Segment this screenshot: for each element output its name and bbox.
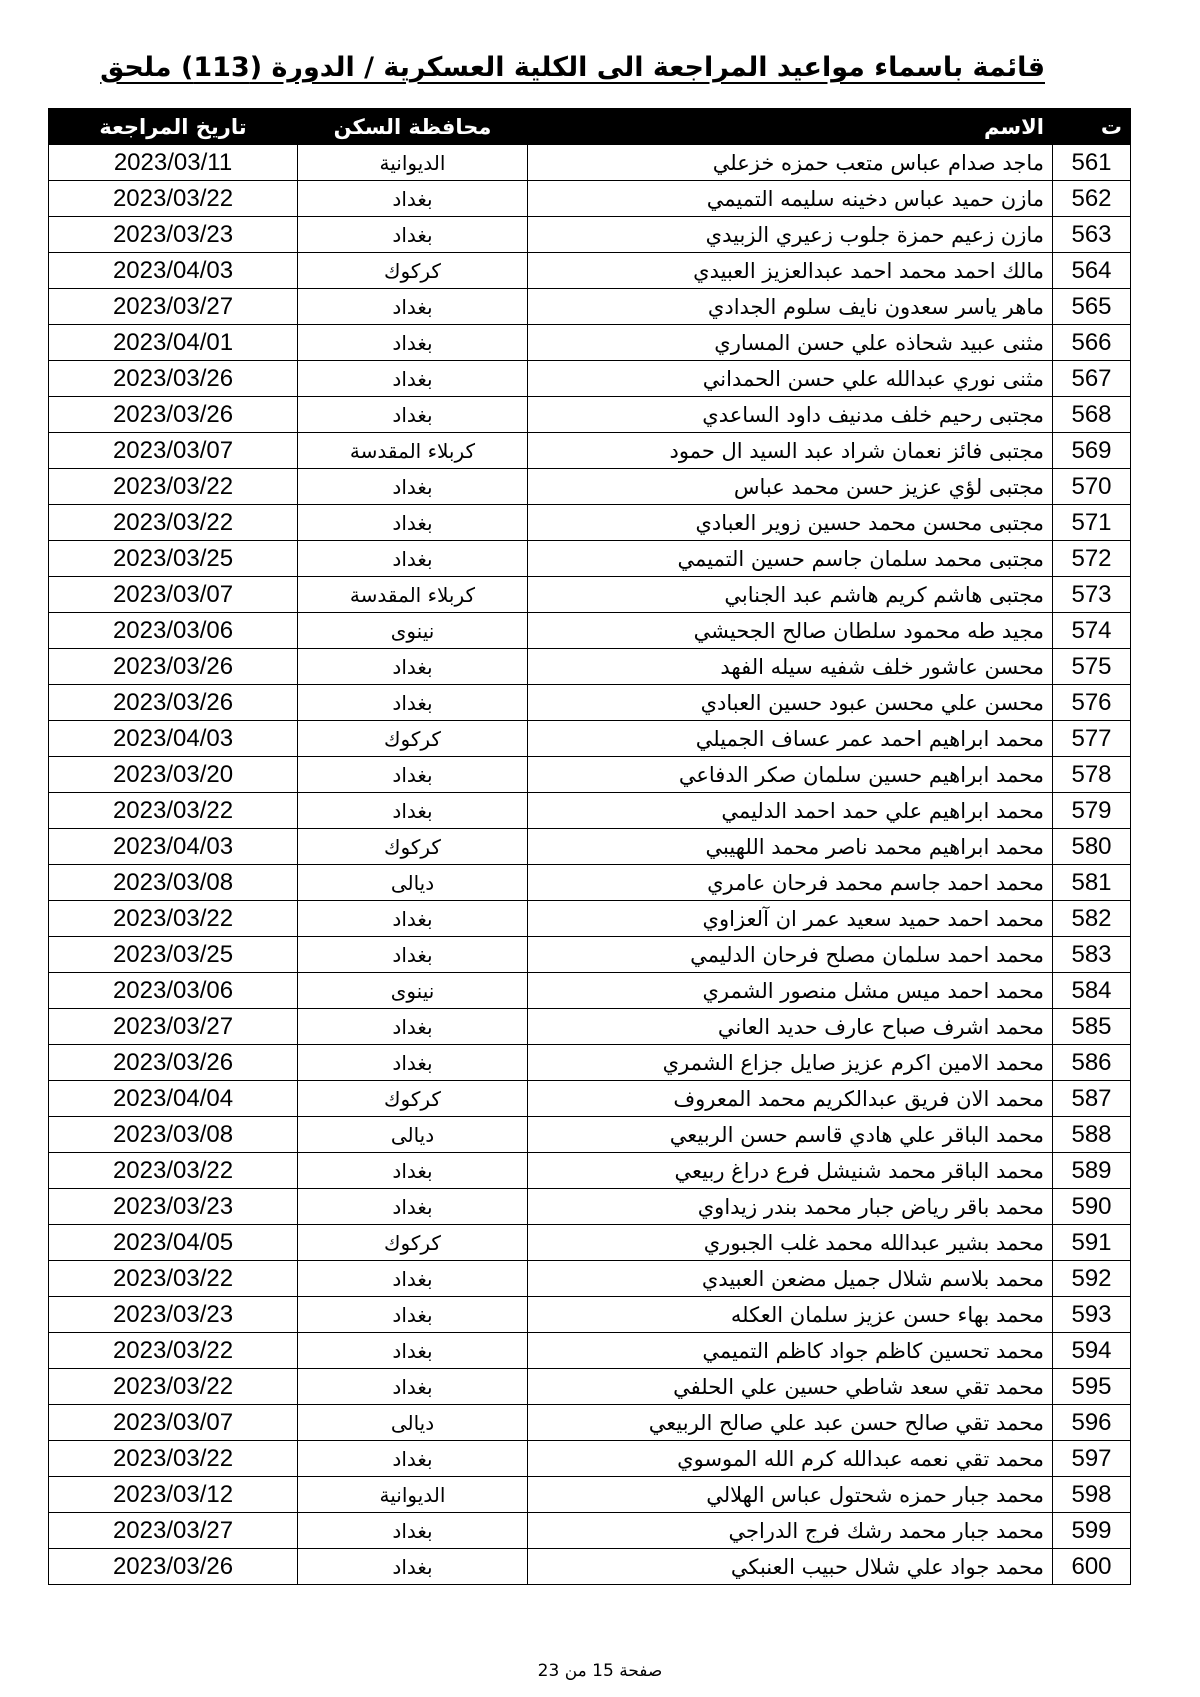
table-row bbox=[49, 361, 1131, 397]
table-row bbox=[49, 433, 1131, 469]
row-date: 2023/03/22 bbox=[49, 1153, 298, 1189]
table-row bbox=[49, 973, 1131, 1009]
row-governorate: كربلاء المقدسة bbox=[298, 433, 528, 469]
row-number: 582 bbox=[1053, 901, 1131, 937]
row-date: 2023/03/22 bbox=[49, 1441, 298, 1477]
row-date: 2023/03/26 bbox=[49, 649, 298, 685]
row-number: 581 bbox=[1053, 865, 1131, 901]
row-number: 599 bbox=[1053, 1513, 1131, 1549]
table-row bbox=[49, 613, 1131, 649]
row-number: 586 bbox=[1053, 1045, 1131, 1081]
row-governorate: بغداد bbox=[298, 397, 528, 433]
row-date: 2023/03/11 bbox=[49, 145, 298, 181]
row-name: مجتبى محمد سلمان جاسم حسين التميمي bbox=[528, 541, 1053, 577]
row-name: محمد بهاء حسن عزيز سلمان العكله bbox=[528, 1297, 1053, 1333]
row-name: مازن زعيم حمزة جلوب زعيري الزبيدي bbox=[528, 217, 1053, 253]
row-number: 584 bbox=[1053, 973, 1131, 1009]
row-date: 2023/03/26 bbox=[49, 685, 298, 721]
row-date: 2023/03/07 bbox=[49, 433, 298, 469]
row-number: 565 bbox=[1053, 289, 1131, 325]
row-date: 2023/03/26 bbox=[49, 1045, 298, 1081]
row-number: 577 bbox=[1053, 721, 1131, 757]
row-name: محمد بشير عبدالله محمد غلب الجبوري bbox=[528, 1225, 1053, 1261]
row-number: 579 bbox=[1053, 793, 1131, 829]
row-date: 2023/03/12 bbox=[49, 1477, 298, 1513]
row-date: 2023/03/23 bbox=[49, 1297, 298, 1333]
row-number: 580 bbox=[1053, 829, 1131, 865]
table-row bbox=[49, 1117, 1131, 1153]
row-governorate: كركوك bbox=[298, 1081, 528, 1117]
row-governorate: بغداد bbox=[298, 793, 528, 829]
row-name: مجيد طه محمود سلطان صالح الجحيشي bbox=[528, 613, 1053, 649]
row-governorate: بغداد bbox=[298, 1261, 528, 1297]
table-row bbox=[49, 1513, 1131, 1549]
row-governorate: بغداد bbox=[298, 1513, 528, 1549]
table-row bbox=[49, 289, 1131, 325]
row-date: 2023/03/08 bbox=[49, 1117, 298, 1153]
row-governorate: بغداد bbox=[298, 1297, 528, 1333]
table-row bbox=[49, 1261, 1131, 1297]
row-number: 594 bbox=[1053, 1333, 1131, 1369]
row-number: 578 bbox=[1053, 757, 1131, 793]
table-row bbox=[49, 829, 1131, 865]
row-number: 568 bbox=[1053, 397, 1131, 433]
row-governorate: كركوك bbox=[298, 721, 528, 757]
row-name: محسن علي محسن عبود حسين العبادي bbox=[528, 685, 1053, 721]
row-name: محمد الامين اكرم عزيز صايل جزاع الشمري bbox=[528, 1045, 1053, 1081]
row-name: محمد جبار محمد رشك فرج الدراجي bbox=[528, 1513, 1053, 1549]
table-row bbox=[49, 325, 1131, 361]
row-number: 587 bbox=[1053, 1081, 1131, 1117]
row-date: 2023/03/22 bbox=[49, 505, 298, 541]
row-name: محمد تقي سعد شاطي حسين علي الحلفي bbox=[528, 1369, 1053, 1405]
row-date: 2023/03/22 bbox=[49, 469, 298, 505]
table-row bbox=[49, 1045, 1131, 1081]
row-number: 595 bbox=[1053, 1369, 1131, 1405]
row-number: 563 bbox=[1053, 217, 1131, 253]
page-number: صفحة 15 من 23 bbox=[537, 1661, 663, 1681]
row-number: 597 bbox=[1053, 1441, 1131, 1477]
row-name: محمد بلاسم شلال جميل مضعن العبيدي bbox=[528, 1261, 1053, 1297]
row-number: 575 bbox=[1053, 649, 1131, 685]
row-governorate: بغداد bbox=[298, 937, 528, 973]
row-number: 593 bbox=[1053, 1297, 1131, 1333]
row-governorate: بغداد bbox=[298, 1369, 528, 1405]
row-governorate: بغداد bbox=[298, 325, 528, 361]
row-name: مثنى نوري عبدالله علي حسن الحمداني bbox=[528, 361, 1053, 397]
row-governorate: بغداد bbox=[298, 685, 528, 721]
row-name: محمد احمد جاسم محمد فرحان عامري bbox=[528, 865, 1053, 901]
row-governorate: كركوك bbox=[298, 1225, 528, 1261]
table-row bbox=[49, 901, 1131, 937]
row-name: محمد تقي صالح حسن عبد علي صالح الربيعي bbox=[528, 1405, 1053, 1441]
row-number: 598 bbox=[1053, 1477, 1131, 1513]
row-number: 600 bbox=[1053, 1549, 1131, 1585]
row-name: محمد الباقر علي هادي قاسم حسن الربيعي bbox=[528, 1117, 1053, 1153]
row-number: 573 bbox=[1053, 577, 1131, 613]
row-governorate: الديوانية bbox=[298, 1477, 528, 1513]
row-number: 562 bbox=[1053, 181, 1131, 217]
row-governorate: نينوى bbox=[298, 973, 528, 1009]
row-name: مازن حميد عباس دخينه سليمه التميمي bbox=[528, 181, 1053, 217]
row-date: 2023/03/25 bbox=[49, 541, 298, 577]
row-name: مالك احمد محمد احمد عبدالعزيز العبيدي bbox=[528, 253, 1053, 289]
row-name: محمد ابراهيم احمد عمر عساف الجميلي bbox=[528, 721, 1053, 757]
header-name: الاسم bbox=[528, 109, 1053, 145]
row-name: مجتبى هاشم كريم هاشم عبد الجنابي bbox=[528, 577, 1053, 613]
table-row bbox=[49, 1297, 1131, 1333]
table-row bbox=[49, 1225, 1131, 1261]
row-date: 2023/03/26 bbox=[49, 361, 298, 397]
row-number: 566 bbox=[1053, 325, 1131, 361]
row-governorate: بغداد bbox=[298, 1549, 528, 1585]
row-number: 569 bbox=[1053, 433, 1131, 469]
table-row bbox=[49, 253, 1131, 289]
row-governorate: الديوانية bbox=[298, 145, 528, 181]
row-name: محمد باقر رياض جبار محمد بندر زيداوي bbox=[528, 1189, 1053, 1225]
row-number: 576 bbox=[1053, 685, 1131, 721]
table-row bbox=[49, 1549, 1131, 1585]
row-date: 2023/04/01 bbox=[49, 325, 298, 361]
row-name: محمد جبار حمزه شحتول عباس الهلالي bbox=[528, 1477, 1053, 1513]
table-row bbox=[49, 541, 1131, 577]
table-row bbox=[49, 469, 1131, 505]
names-table bbox=[48, 108, 1131, 1585]
table-row bbox=[49, 649, 1131, 685]
row-number: 591 bbox=[1053, 1225, 1131, 1261]
header-date: تاريخ المراجعة bbox=[49, 109, 298, 145]
row-governorate: بغداد bbox=[298, 1333, 528, 1369]
row-governorate: بغداد bbox=[298, 649, 528, 685]
row-number: 572 bbox=[1053, 541, 1131, 577]
row-date: 2023/03/22 bbox=[49, 1369, 298, 1405]
row-date: 2023/03/08 bbox=[49, 865, 298, 901]
row-governorate: بغداد bbox=[298, 469, 528, 505]
row-date: 2023/03/07 bbox=[49, 577, 298, 613]
row-number: 590 bbox=[1053, 1189, 1131, 1225]
row-date: 2023/03/22 bbox=[49, 793, 298, 829]
row-governorate: بغداد bbox=[298, 901, 528, 937]
header-governorate: محافظة السكن bbox=[298, 109, 528, 145]
table-row bbox=[49, 1369, 1131, 1405]
row-number: 567 bbox=[1053, 361, 1131, 397]
row-number: 574 bbox=[1053, 613, 1131, 649]
row-number: 596 bbox=[1053, 1405, 1131, 1441]
row-date: 2023/03/25 bbox=[49, 937, 298, 973]
row-name: محمد الان فريق عبدالكريم محمد المعروف bbox=[528, 1081, 1053, 1117]
row-date: 2023/03/23 bbox=[49, 217, 298, 253]
table-row bbox=[49, 793, 1131, 829]
table-row bbox=[49, 721, 1131, 757]
row-date: 2023/03/22 bbox=[49, 1261, 298, 1297]
table-row bbox=[49, 1477, 1131, 1513]
row-name: ماهر ياسر سعدون نايف سلوم الجدادي bbox=[528, 289, 1053, 325]
row-governorate: كركوك bbox=[298, 253, 528, 289]
row-name: محمد احمد ميس مشل منصور الشمري bbox=[528, 973, 1053, 1009]
row-governorate: بغداد bbox=[298, 1441, 528, 1477]
row-date: 2023/03/27 bbox=[49, 1513, 298, 1549]
row-date: 2023/03/26 bbox=[49, 397, 298, 433]
row-date: 2023/03/27 bbox=[49, 1009, 298, 1045]
row-governorate: بغداد bbox=[298, 181, 528, 217]
row-date: 2023/04/04 bbox=[49, 1081, 298, 1117]
row-date: 2023/03/06 bbox=[49, 613, 298, 649]
row-name: محمد اشرف صباح عارف حديد العاني bbox=[528, 1009, 1053, 1045]
table-row bbox=[49, 1189, 1131, 1225]
table-row bbox=[49, 1009, 1131, 1045]
table-row bbox=[49, 757, 1131, 793]
row-name: محمد ابراهيم محمد ناصر محمد اللهيبي bbox=[528, 829, 1053, 865]
row-date: 2023/03/22 bbox=[49, 1333, 298, 1369]
table-row bbox=[49, 577, 1131, 613]
row-date: 2023/03/06 bbox=[49, 973, 298, 1009]
row-date: 2023/04/03 bbox=[49, 253, 298, 289]
row-number: 561 bbox=[1053, 145, 1131, 181]
row-governorate: ديالى bbox=[298, 865, 528, 901]
row-governorate: بغداد bbox=[298, 289, 528, 325]
page-title: قائمة باسماء مواعيد المراجعة الى الكلية العسكرية / الدورة (113) ملحق bbox=[100, 52, 1045, 83]
row-date: 2023/04/03 bbox=[49, 721, 298, 757]
row-governorate: بغداد bbox=[298, 541, 528, 577]
row-name: محمد الباقر محمد شنيشل فرع دراغ ربيعي bbox=[528, 1153, 1053, 1189]
row-number: 592 bbox=[1053, 1261, 1131, 1297]
table-row bbox=[49, 1333, 1131, 1369]
row-date: 2023/04/05 bbox=[49, 1225, 298, 1261]
table-row bbox=[49, 865, 1131, 901]
row-date: 2023/03/22 bbox=[49, 181, 298, 217]
row-name: مجتبى رحيم خلف مدنيف داود الساعدي bbox=[528, 397, 1053, 433]
row-number: 564 bbox=[1053, 253, 1131, 289]
row-name: محمد جواد علي شلال حبيب العنبكي bbox=[528, 1549, 1053, 1585]
table-row bbox=[49, 1081, 1131, 1117]
row-governorate: بغداد bbox=[298, 1045, 528, 1081]
table-row bbox=[49, 145, 1131, 181]
table-row bbox=[49, 937, 1131, 973]
row-name: محمد ابراهيم علي حمد احمد الدليمي bbox=[528, 793, 1053, 829]
row-name: محمد احمد حميد سعيد عمر ان آلعزاوي bbox=[528, 901, 1053, 937]
row-name: مجتبى فائز نعمان شراد عبد السيد ال حمود bbox=[528, 433, 1053, 469]
row-number: 583 bbox=[1053, 937, 1131, 973]
row-governorate: بغداد bbox=[298, 217, 528, 253]
row-number: 571 bbox=[1053, 505, 1131, 541]
table-row bbox=[49, 505, 1131, 541]
row-date: 2023/03/26 bbox=[49, 1549, 298, 1585]
table-row bbox=[49, 1405, 1131, 1441]
row-name: محمد ابراهيم حسين سلمان صكر الدفاعي bbox=[528, 757, 1053, 793]
row-governorate: نينوى bbox=[298, 613, 528, 649]
row-name: محمد تقي نعمه عبدالله كرم الله الموسوي bbox=[528, 1441, 1053, 1477]
row-name: مجتبى لؤي عزيز حسن محمد عباس bbox=[528, 469, 1053, 505]
row-governorate: ديالى bbox=[298, 1117, 528, 1153]
table-row bbox=[49, 685, 1131, 721]
header-number: ت bbox=[1053, 109, 1131, 145]
row-date: 2023/03/23 bbox=[49, 1189, 298, 1225]
row-date: 2023/04/03 bbox=[49, 829, 298, 865]
table-row bbox=[49, 1153, 1131, 1189]
row-date: 2023/03/07 bbox=[49, 1405, 298, 1441]
row-number: 570 bbox=[1053, 469, 1131, 505]
row-date: 2023/03/27 bbox=[49, 289, 298, 325]
row-date: 2023/03/20 bbox=[49, 757, 298, 793]
table-row bbox=[49, 1441, 1131, 1477]
row-name: مثنى عبيد شحاذه علي حسن المساري bbox=[528, 325, 1053, 361]
row-governorate: بغداد bbox=[298, 361, 528, 397]
row-number: 589 bbox=[1053, 1153, 1131, 1189]
table-header-row bbox=[49, 109, 1131, 145]
row-governorate: بغداد bbox=[298, 1009, 528, 1045]
row-governorate: بغداد bbox=[298, 757, 528, 793]
table-row bbox=[49, 397, 1131, 433]
table-row bbox=[49, 181, 1131, 217]
row-name: ماجد صدام عباس متعب حمزه خزعلي bbox=[528, 145, 1053, 181]
row-number: 588 bbox=[1053, 1117, 1131, 1153]
row-name: مجتبى محسن محمد حسين زوير العبادي bbox=[528, 505, 1053, 541]
row-governorate: بغداد bbox=[298, 1189, 528, 1225]
row-governorate: ديالى bbox=[298, 1405, 528, 1441]
row-governorate: بغداد bbox=[298, 505, 528, 541]
row-name: محسن عاشور خلف شفيه سيله الفهد bbox=[528, 649, 1053, 685]
row-number: 585 bbox=[1053, 1009, 1131, 1045]
row-name: محمد احمد سلمان مصلح فرحان الدليمي bbox=[528, 937, 1053, 973]
row-governorate: بغداد bbox=[298, 1153, 528, 1189]
row-governorate: كربلاء المقدسة bbox=[298, 577, 528, 613]
row-date: 2023/03/22 bbox=[49, 901, 298, 937]
row-governorate: كركوك bbox=[298, 829, 528, 865]
table-row bbox=[49, 217, 1131, 253]
row-name: محمد تحسين كاظم جواد كاظم التميمي bbox=[528, 1333, 1053, 1369]
